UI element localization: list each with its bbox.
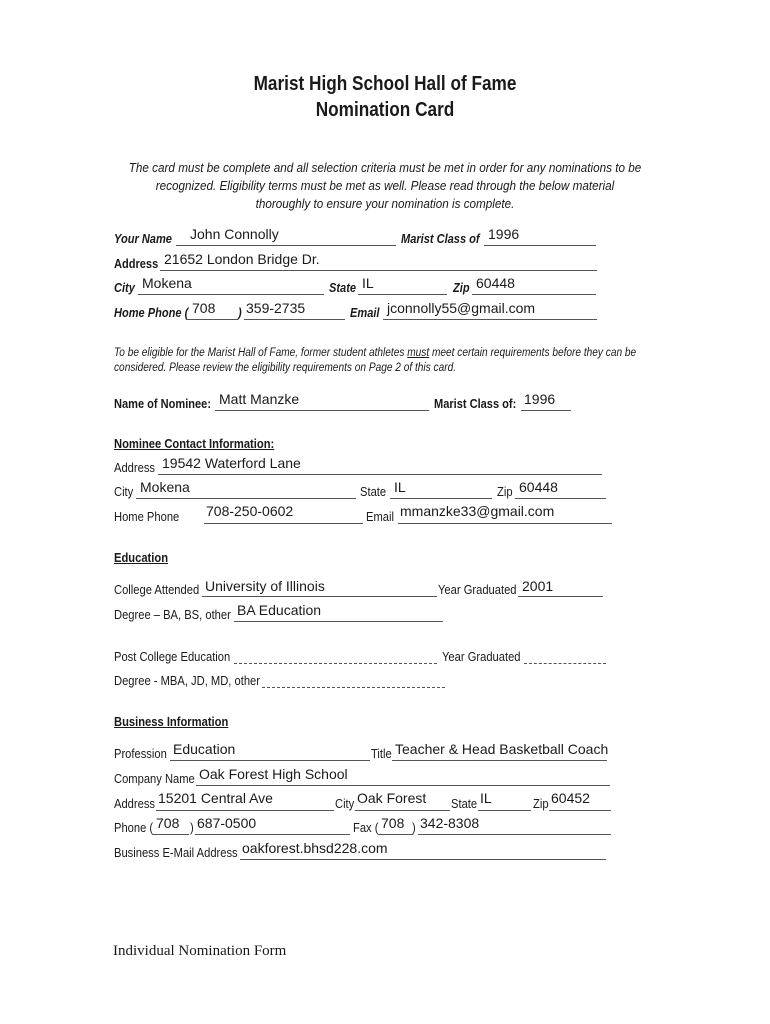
intro-line-1: The card must be complete and all selection criteria must be met in order for any nominations to be	[128, 160, 642, 175]
degree-field[interactable]: BA Education	[237, 602, 322, 618]
contact-email-field[interactable]: mmanzke33@gmail.com	[400, 503, 555, 519]
phone-area-line	[186, 319, 238, 320]
address-line	[160, 270, 597, 271]
year-graduated-line	[518, 596, 603, 597]
state-label: State	[329, 280, 357, 295]
fax-close-paren: )	[412, 820, 416, 835]
contact-address-field[interactable]: 19542 Waterford Lane	[162, 455, 301, 471]
zip-field[interactable]: 60448	[476, 275, 515, 291]
post-college-label: Post College Education	[114, 649, 231, 664]
business-state-label: State	[451, 796, 478, 811]
fax-label: Fax (	[353, 820, 379, 835]
profession-label: Profession	[114, 746, 167, 761]
contact-city-field[interactable]: Mokena	[140, 479, 190, 495]
marist-class-field[interactable]: 1996	[488, 226, 520, 242]
degree-line	[234, 621, 443, 622]
business-heading: Business Information	[114, 714, 229, 729]
college-field[interactable]: University of Illinois	[205, 578, 325, 594]
post-year-line[interactable]	[524, 663, 606, 664]
post-degree-label: Degree - MBA, JD, MD, other	[114, 673, 261, 688]
contact-email-label: Email	[366, 509, 394, 524]
college-label: College Attended	[114, 582, 200, 597]
contact-phone-field[interactable]: 708-250-0602	[206, 503, 294, 519]
nominee-name-label: Name of Nominee:	[114, 396, 212, 411]
business-phone-close-paren: )	[190, 820, 194, 835]
business-zip-line	[549, 810, 611, 811]
post-college-line[interactable]	[234, 663, 437, 664]
business-address-line	[156, 810, 334, 811]
phone-area-field[interactable]: 708	[192, 300, 216, 316]
eligibility-note-line-2: considered. Please review the eligibility requirements on Page 2 of this card.	[114, 362, 457, 374]
zip-label: Zip	[453, 280, 470, 295]
business-email-line	[240, 859, 606, 860]
fax-number-field[interactable]: 342-8308	[420, 815, 480, 831]
contact-address-label: Address	[114, 460, 156, 475]
title-field[interactable]: Teacher & Head Basketball Coach	[395, 741, 609, 757]
your-name-label: Your Name	[114, 231, 172, 246]
business-zip-label: Zip	[533, 796, 549, 811]
business-phone-area-line	[152, 834, 189, 835]
phone-number-line	[244, 319, 345, 320]
form-title: Marist High School Hall of Fame	[253, 73, 517, 95]
company-field[interactable]: Oak Forest High School	[199, 766, 348, 782]
address-label: Address	[114, 256, 159, 271]
contact-email-line	[398, 523, 612, 524]
city-label: City	[114, 280, 135, 295]
business-phone-number-field[interactable]: 687-0500	[197, 815, 257, 831]
form-subtitle: Nomination Card	[315, 99, 455, 121]
title-label: Title	[371, 746, 392, 761]
business-state-line	[478, 810, 531, 811]
company-line	[196, 785, 610, 786]
year-graduated-label: Year Graduated	[438, 582, 517, 597]
contact-phone-label: Home Phone	[114, 509, 180, 524]
contact-zip-field[interactable]: 60448	[519, 479, 558, 495]
city-field[interactable]: Mokena	[142, 275, 192, 291]
contact-state-label: State	[360, 484, 387, 499]
phone-close-paren: )	[238, 305, 242, 320]
college-line	[202, 596, 437, 597]
your-name-line	[176, 245, 396, 246]
business-zip-field[interactable]: 60452	[551, 790, 590, 806]
contact-address-line	[158, 474, 602, 475]
intro-line-3: thoroughly to ensure your nomination is complete.	[255, 196, 515, 211]
education-heading: Education	[114, 550, 169, 565]
business-address-label: Address	[114, 796, 156, 811]
business-email-label: Business E-Mail Address	[114, 845, 238, 860]
email-field[interactable]: jconnolly55@gmail.com	[387, 300, 536, 316]
address-field[interactable]: 21652 London Bridge Dr.	[164, 251, 320, 267]
contact-city-label: City	[114, 484, 134, 499]
fax-area-line	[378, 834, 413, 835]
phone-number-field[interactable]: 359-2735	[246, 300, 306, 316]
business-city-line	[355, 810, 450, 811]
fax-area-field[interactable]: 708	[381, 815, 405, 831]
degree-label: Degree – BA, BS, other	[114, 607, 231, 622]
nominee-class-label: Marist Class of:	[434, 396, 517, 411]
contact-zip-line	[515, 498, 606, 499]
marist-class-label: Marist Class of	[401, 231, 480, 246]
business-phone-number-line	[195, 834, 350, 835]
marist-class-line	[484, 245, 596, 246]
business-city-field[interactable]: Oak Forest	[357, 790, 427, 806]
nominee-class-line	[521, 410, 571, 411]
contact-zip-label: Zip	[497, 484, 513, 499]
profession-line	[170, 760, 370, 761]
contact-state-line	[390, 498, 492, 499]
fax-number-line	[418, 834, 611, 835]
nominee-name-field[interactable]: Matt Manzke	[219, 391, 300, 407]
email-line	[383, 319, 597, 320]
business-address-field[interactable]: 15201 Central Ave	[158, 790, 273, 806]
business-city-label: City	[335, 796, 355, 811]
eligibility-note-line-1: To be eligible for the Marist Hall of Fame, former student athletes must meet certain requirements before they can be	[114, 347, 637, 359]
intro-line-2: recognized. Eligibility terms must be met as well. Please read through the below material	[155, 178, 615, 193]
profession-field[interactable]: Education	[173, 741, 236, 757]
post-year-label: Year Graduated	[442, 649, 521, 664]
business-phone-label: Phone (	[114, 820, 154, 835]
home-phone-label: Home Phone (	[114, 305, 189, 320]
title-line	[392, 760, 607, 761]
business-email-field[interactable]: oakforest.bhsd228.com	[242, 840, 388, 856]
business-phone-area-field[interactable]: 708	[156, 815, 180, 831]
company-label: Company Name	[114, 771, 195, 786]
business-state-field[interactable]: IL	[480, 790, 492, 806]
nominee-class-field[interactable]: 1996	[524, 391, 556, 407]
city-line	[138, 294, 324, 295]
your-name-field[interactable]: John Connolly	[190, 226, 279, 242]
zip-line	[472, 294, 596, 295]
state-line	[358, 294, 447, 295]
contact-heading: Nominee Contact Information:	[114, 436, 275, 451]
contact-state-field[interactable]: IL	[394, 479, 406, 495]
post-degree-line[interactable]	[262, 687, 445, 688]
contact-phone-line	[204, 523, 363, 524]
state-field[interactable]: IL	[362, 275, 374, 291]
contact-city-line	[136, 498, 356, 499]
nominee-name-line	[215, 410, 429, 411]
email-label: Email	[350, 305, 380, 320]
footer-text: Individual Nomination Form	[113, 943, 287, 959]
year-graduated-field[interactable]: 2001	[522, 578, 554, 594]
